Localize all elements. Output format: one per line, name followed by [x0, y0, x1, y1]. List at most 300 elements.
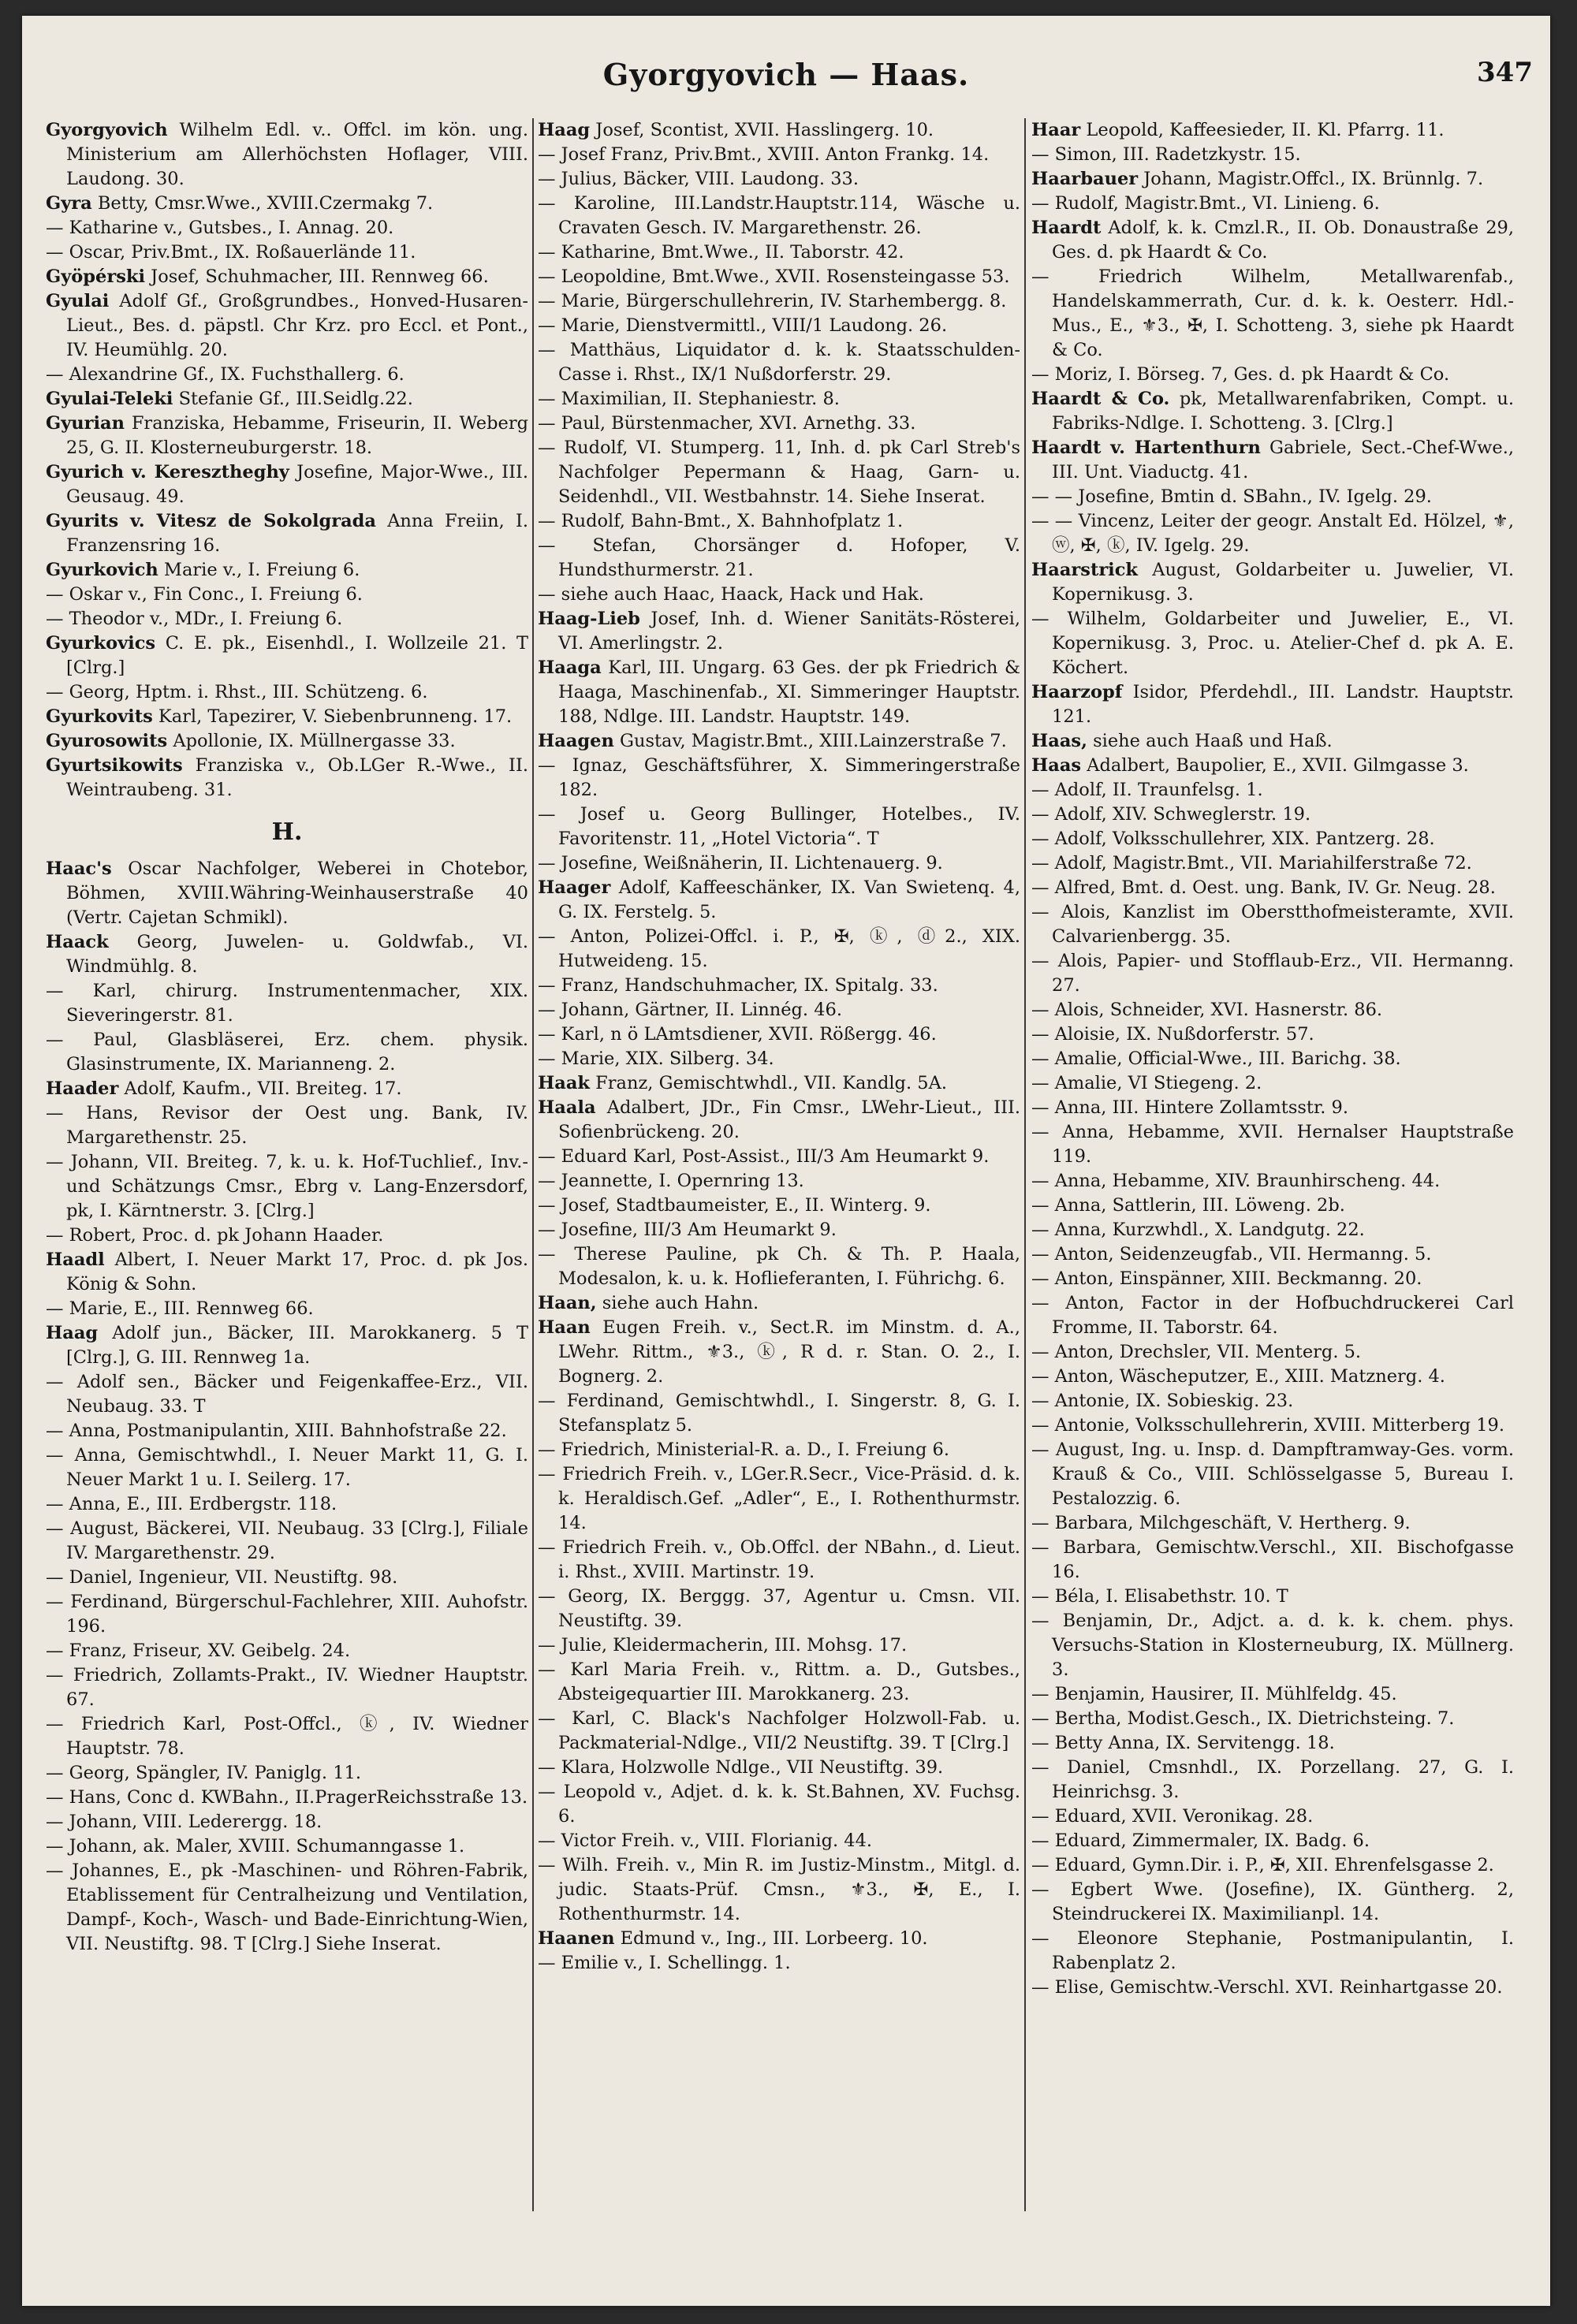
entry-text: — Johann, Gärtner, II. Linnég. 46.	[538, 1000, 842, 1020]
directory-entry	[1031, 1365, 1514, 1389]
directory-entry	[46, 583, 528, 607]
entry-text: — Eduard Karl, Post-Assist., III/3 Am Heumarkt 9.	[538, 1146, 990, 1167]
directory-entry	[1031, 729, 1514, 754]
entry-text: — Anna, E., III. Erdbergstr. 118.	[46, 1494, 337, 1514]
directory-entry	[1031, 436, 1514, 485]
entry-text: — Amalie, Official-Wwe., III. Barichg. 38.	[1031, 1048, 1401, 1069]
entry-text: — Anna, Hebamme, XIV. Braunhirscheng. 44.	[1031, 1171, 1441, 1191]
entry-surname: Haanen	[538, 1928, 615, 1949]
directory-entry	[538, 143, 1020, 167]
entry-text: — Wilh. Freih. v., Min R. im Justiz-Minstm., Mitgl. d. judic. Staats-Prüf. Cmsn., ⚜3., ✠, E., I. Rothenthurmstr. 14.	[538, 1855, 1020, 1924]
entry-text: siehe auch Haaß und Haß.	[1087, 731, 1333, 751]
directory-entry	[1031, 1853, 1514, 1878]
entry-surname: Haager	[538, 877, 611, 898]
entry-text: — siehe auch Haac, Haack, Hack und Hak.	[538, 584, 924, 605]
directory-entry	[46, 1321, 528, 1370]
directory-entry	[538, 387, 1020, 412]
entry-text: — Johann, VII. Breiteg. 7, k. u. k. Hof-Tuchlief., Inv.- und Schätzungs Cmsr., Ebrg v. Lang-Enzersdorf, pk, I. Kärntnerstr. 3. [Clrg.]	[46, 1152, 528, 1221]
entry-text: — Friedrich, Ministerial-R. a. D., I. Freiung 6.	[538, 1439, 950, 1460]
directory-entry	[46, 1370, 528, 1419]
directory-entry	[1031, 1829, 1514, 1853]
entry-surname: Haas,	[1031, 731, 1087, 751]
entry-text: — Eduard, XVII. Veronikag. 28.	[1031, 1806, 1314, 1827]
directory-entry	[1031, 876, 1514, 900]
directory-entry	[538, 1438, 1020, 1462]
entry-text: — Ignaz, Geschäftsführer, X. Simmeringerstraße 182.	[538, 755, 1020, 800]
entry-text: — Leopold v., Adjet. d. k. k. St.Bahnen, XV. Fuchsg. 6.	[538, 1782, 1020, 1827]
directory-entry	[1031, 1878, 1514, 1927]
entry-text: — Elise, Gemischtw.-Verschl. XVI. Reinhartgasse 20.	[1031, 1977, 1503, 1998]
column-divider	[532, 118, 534, 2211]
directory-entry	[538, 656, 1020, 729]
entry-text: — Alois, Kanzlist im Oberstthofmeisteramte, XVII. Calvarienbergg. 35.	[1031, 902, 1514, 947]
directory-entry	[538, 265, 1020, 289]
directory-entry	[46, 680, 528, 705]
entry-surname: Gyurkovich	[46, 560, 158, 580]
directory-entry	[538, 118, 1020, 143]
directory-entry	[1031, 1096, 1514, 1120]
directory-entry	[1031, 485, 1514, 509]
entry-text: — Franz, Friseur, XV. Geibelg. 24.	[46, 1641, 351, 1661]
entry-text: pk, Metallwarenfabriken, Compt. u. Fabriks-Ndlge. I. Schotteng. 3. [Clrg.]	[1052, 389, 1515, 434]
entry-text: — Oskar v., Fin Conc., I. Freiung 6.	[46, 584, 363, 605]
directory-entry	[1031, 1438, 1514, 1511]
directory-entry	[46, 607, 528, 631]
directory-entry	[46, 1810, 528, 1834]
entry-text: — Anna, Sattlerin, III. Löweng. 2b.	[1031, 1195, 1345, 1216]
directory-entry	[1031, 1194, 1514, 1218]
entry-text: August, Goldarbeiter u. Juwelier, VI. Kopernikusg. 3.	[1052, 560, 1514, 605]
entry-text: Gustav, Magistr.Bmt., XIII.Lainzerstraße 7.	[613, 731, 1007, 751]
entry-text: — Adolf, XIV. Schweglerstr. 19.	[1031, 804, 1311, 825]
entry-text: — Egbert Wwe. (Josefine), IX. Güntherg. 2, Steindruckerei IX. Maximilianpl. 14.	[1031, 1879, 1514, 1924]
entry-text: Adolf, Kaffeeschänker, IX. Van Swietenq. 4, G. IX. Ferstelg. 5.	[558, 877, 1020, 922]
directory-entry	[46, 1566, 528, 1590]
directory-entry	[1031, 1707, 1514, 1731]
column-divider	[1024, 118, 1026, 2211]
entry-text: — Anton, Einspänner, XIII. Beckmanng. 20.	[1031, 1268, 1422, 1289]
entry-text: Marie v., I. Freiung 6.	[158, 560, 360, 580]
directory-entry	[1031, 778, 1514, 803]
entry-text: — Barbara, Milchgeschäft, V. Hertherg. 9.	[1031, 1513, 1411, 1533]
entry-text: — Paul, Bürstenmacher, XVI. Arnethg. 33.	[538, 413, 916, 434]
directory-entry	[1031, 265, 1514, 363]
entry-text: — Hans, Revisor der Oest ung. Bank, IV. Margarethenstr. 25.	[46, 1103, 528, 1148]
directory-entry	[538, 1145, 1020, 1169]
entry-surname: Gyulai-Teleki	[46, 389, 173, 409]
directory-entry	[46, 1712, 528, 1761]
entry-text: Josef, Schuhmacher, III. Rennweg 66.	[145, 266, 489, 287]
directory-entry	[46, 754, 528, 803]
directory-entry	[46, 1761, 528, 1786]
entry-text: — Karl, n ö LAmtsdiener, XVII. Rößergg. 46.	[538, 1024, 937, 1045]
directory-entry	[1031, 1218, 1514, 1242]
directory-entry	[1031, 1682, 1514, 1707]
directory-entry	[1031, 1071, 1514, 1096]
directory-entry	[538, 1194, 1020, 1218]
entry-text: — Anton, Seidenzeugfab., VII. Hermanng. 5.	[1031, 1244, 1432, 1264]
entry-text: Gabriele, Sect.-Chef-Wwe., III. Unt. Viaductg. 41.	[1052, 438, 1514, 482]
entry-text: Franziska v., Ob.LGer R.-Wwe., II. Weintraubeng. 31.	[66, 755, 528, 800]
directory-entry	[46, 118, 528, 192]
directory-entry	[538, 412, 1020, 436]
entry-text: — Leopoldine, Bmt.Wwe., XVII. Rosensteingasse 53.	[538, 266, 1010, 287]
entry-text: — Benjamin, Hausirer, II. Mühlfeldg. 45.	[1031, 1684, 1397, 1704]
entry-text: — Georg, IX. Berggg. 37, Agentur u. Cmsn. VII. Neustiftg. 39.	[538, 1586, 1020, 1631]
entry-surname: Gyorgyovich	[46, 120, 168, 140]
directory-entry	[538, 1047, 1020, 1071]
entry-text: — Stefan, Chorsänger d. Hofoper, V. Hundsthurmerstr. 21.	[538, 535, 1020, 580]
entry-text: — Anton, Factor in der Hofbuchdruckerei Carl Fromme, II. Taborstr. 64.	[1031, 1293, 1514, 1338]
directory-entry	[46, 1834, 528, 1859]
entry-surname: Gyra	[46, 193, 92, 214]
entry-text: — Alois, Schneider, XVI. Hasnerstr. 86.	[1031, 1000, 1383, 1020]
running-title: Gyorgyovich — Haas.	[602, 57, 970, 92]
entry-text: — Johannes, E., pk -Maschinen- und Röhren-Fabrik, Etablissement für Centralheizung und Ventilation, Dampf-, Koch-, Wasch- und Bade-Einrichtung-Wien, VII. Neustiftg. 98. T [Clrg.] Siehe Inserat.	[46, 1860, 528, 1954]
entry-text: Karl, Tapezirer, V. Siebenbrunneng. 17.	[152, 706, 513, 727]
directory-entry	[538, 583, 1020, 607]
entry-text: Apollonie, IX. Müllnergasse 33.	[167, 731, 456, 751]
directory-entry	[1031, 1413, 1514, 1438]
directory-entry	[538, 1585, 1020, 1633]
entry-text: — Alois, Papier- und Stofflaub-Erz., VII. Hermanng. 27.	[1031, 951, 1514, 996]
entry-text: — Friedrich Freih. v., LGer.R.Secr., Vice-Präsid. d. k. k. Heraldisch.Gef. „Adler“, E., I. Rothenthurmstr. 14.	[538, 1464, 1020, 1533]
entry-text: — Anna, Gemischtwhdl., I. Neuer Markt 11, G. I. Neuer Markt 1 u. I. Seilerg. 17.	[46, 1445, 528, 1490]
entry-text: — August, Ing. u. Insp. d. Dampftramway-Ges. vorm. Krauß & Co., VIII. Schlösselgasse 5, Bureau I. Pestalozzig. 6.	[1031, 1439, 1514, 1509]
entry-surname: Haarzopf	[1031, 682, 1123, 702]
entry-surname: Haaga	[538, 657, 602, 678]
entry-text: — August, Bäckerei, VII. Neubaug. 33 [Clrg.], Filiale IV. Margarethenstr. 29.	[46, 1518, 528, 1563]
directory-entry	[538, 998, 1020, 1022]
entry-surname: Gyurkovics	[46, 633, 156, 654]
directory-entry	[538, 436, 1020, 509]
directory-entry	[46, 1859, 528, 1957]
directory-entry	[538, 1633, 1020, 1658]
directory-entry	[1031, 1291, 1514, 1340]
entry-text: — Wilhelm, Goldarbeiter und Juwelier, E., VI. Kopernikusg. 3, Proc. u. Atelier-Chef d. pk A. E. Köchert.	[1031, 609, 1514, 678]
directory-entry	[1031, 167, 1514, 192]
entry-text: — Friedrich Karl, Post-Offcl., ⓚ, IV. Wiedner Hauptstr. 78.	[46, 1714, 528, 1759]
entry-text: Eugen Freih. v., Sect.R. im Minstm. d. A., LWehr. Rittm., ⚜3., ⓚ, R d. r. Stan. O. 2., I. Bognerg. 2.	[558, 1317, 1020, 1387]
directory-entry	[1031, 1511, 1514, 1536]
directory-entry	[1031, 900, 1514, 949]
directory-entry	[538, 534, 1020, 583]
entry-text: Johann, Magistr.Offcl., IX. Brünnlg. 7.	[1138, 169, 1484, 189]
entry-text: — Julius, Bäcker, VIII. Laudong. 33.	[538, 169, 859, 189]
directory-entry	[538, 754, 1020, 803]
directory-entry	[538, 1462, 1020, 1536]
entry-surname: Haak	[538, 1073, 591, 1093]
page-number: 347	[1477, 57, 1533, 88]
entry-text: — Emilie v., I. Schellingg. 1.	[538, 1953, 791, 1973]
directory-entry	[1031, 1585, 1514, 1609]
entry-text: — Victor Freih. v., VIII. Florianig. 44.	[538, 1831, 873, 1851]
entry-text: — Franz, Handschuhmacher, IX. Spitalg. 33.	[538, 975, 938, 996]
directory-entry	[1031, 216, 1514, 265]
entry-surname: Haan	[538, 1317, 591, 1338]
entry-text: — Matthäus, Liquidator d. k. k. Staatsschulden-Casse i. Rhst., IX/1 Nußdorferstr. 29.	[538, 340, 1020, 385]
directory-entry	[538, 1071, 1020, 1096]
entry-text: — Alexandrine Gf., IX. Fuchsthallerg. 6.	[46, 364, 405, 385]
directory-entry	[538, 289, 1020, 314]
directory-entry	[538, 925, 1020, 974]
entry-text: — Josefine, Weißnäherin, II. Lichtenauerg. 9.	[538, 853, 943, 873]
directory-entry	[538, 1658, 1020, 1707]
directory-entry	[46, 729, 528, 754]
entry-text: — Klara, Holzwolle Ndlge., VII Neustiftg. 39.	[538, 1757, 944, 1778]
directory-entry	[46, 192, 528, 216]
directory-entry	[1031, 192, 1514, 216]
entry-text: — Johann, ak. Maler, XVIII. Schumanngasse 1.	[46, 1836, 465, 1857]
entry-surname: Haarstrick	[1031, 560, 1139, 580]
entry-text: Adalbert, Baupolier, E., XVII. Gilmgasse 3.	[1081, 755, 1469, 776]
directory-entry	[1031, 1536, 1514, 1585]
directory-entry	[1031, 387, 1514, 436]
entry-text: — Josefine, III/3 Am Heumarkt 9.	[538, 1220, 837, 1240]
directory-entry	[1031, 949, 1514, 998]
entry-text: Adolf, Kaufm., VII. Breiteg. 17.	[118, 1078, 402, 1099]
directory-entry	[46, 460, 528, 509]
directory-entry	[1031, 1242, 1514, 1267]
entry-text: — Marie, Dienstvermittl., VIII/1 Laudong. 26.	[538, 315, 948, 336]
entry-text: Anna Freiin, I. Franzensring 16.	[66, 511, 528, 556]
directory-entry	[1031, 558, 1514, 607]
directory-entry	[46, 631, 528, 680]
entry-text: — Eduard, Zimmermaler, IX. Badg. 6.	[1031, 1831, 1370, 1851]
directory-entry	[538, 1780, 1020, 1829]
entry-surname: Haader	[46, 1078, 119, 1099]
directory-entry	[538, 338, 1020, 387]
entry-text: — Daniel, Ingenieur, VII. Neustiftg. 98.	[46, 1567, 398, 1588]
entry-surname: Haag	[46, 1323, 99, 1343]
directory-entry	[538, 509, 1020, 534]
entry-text: — Eduard, Gymn.Dir. i. P., ✠, XII. Ehrenfelsgasse 2.	[1031, 1855, 1494, 1875]
directory-entry	[1031, 1169, 1514, 1194]
entry-text: — Georg, Spängler, IV. Paniglg. 11.	[46, 1763, 362, 1783]
entry-text: — Moriz, I. Börseg. 7, Ges. d. pk Haardt & Co.	[1031, 364, 1450, 385]
directory-entry	[46, 705, 528, 729]
entry-text: Franziska, Hebamme, Friseurin, II. Weberg 25, G. II. Klosterneuburgerstr. 18.	[66, 413, 528, 458]
entry-text: — Anton, Drechsler, VII. Menterg. 5.	[1031, 1342, 1362, 1362]
directory-entry	[46, 1786, 528, 1810]
entry-text: — Rudolf, Bahn-Bmt., X. Bahnhofplatz 1.	[538, 511, 904, 531]
entry-text: — Aloisie, IX. Nußdorferstr. 57.	[1031, 1024, 1314, 1045]
entry-text: — Anna, Hebamme, XVII. Hernalser Hauptstraße 119.	[1031, 1122, 1514, 1167]
directory-entry	[1031, 1756, 1514, 1804]
entry-text: siehe auch Hahn.	[596, 1293, 759, 1313]
entry-text: — Simon, III. Radetzkystr. 15.	[1031, 144, 1301, 165]
entry-text: — — Vincenz, Leiter der geogr. Anstalt Ed. Hölzel, ⚜, ⓦ, ✠, ⓚ, IV. Igelg. 29.	[1031, 511, 1514, 556]
directory-entry	[1031, 680, 1514, 729]
directory-entry	[1031, 1804, 1514, 1829]
entry-text: — Betty Anna, IX. Servitengg. 18.	[1031, 1733, 1335, 1753]
directory-entry	[538, 1829, 1020, 1853]
entry-text: Stefanie Gf., III.Seidlg.22.	[173, 389, 413, 409]
entry-text: Georg, Juwelen- u. Goldwfab., VI. Windmühlg. 8.	[66, 932, 528, 977]
page-header	[22, 57, 1550, 104]
entry-text: Leopold, Kaffeesieder, II. Kl. Pfarrg. 11.	[1080, 120, 1445, 140]
directory-entry	[538, 1707, 1020, 1756]
directory-entry	[538, 1853, 1020, 1927]
directory-entry	[46, 363, 528, 387]
directory-entry	[1031, 509, 1514, 558]
directory-entry	[46, 1223, 528, 1248]
entry-text: C. E. pk., Eisenhdl., I. Wollzeile 21. T [Clrg.]	[66, 633, 528, 678]
directory-entry	[46, 1297, 528, 1321]
entry-text: — Jeannette, I. Opernring 13.	[538, 1171, 804, 1191]
entry-text: Josef, Scontist, XVII. Hasslingerg. 10.	[590, 120, 934, 140]
entry-surname: Haardt	[1031, 218, 1102, 238]
directory-entry	[538, 607, 1020, 656]
directory-entry	[538, 240, 1020, 265]
directory-entry	[538, 1242, 1020, 1291]
directory-entry	[1031, 1609, 1514, 1682]
entry-text: — Georg, Hptm. i. Rhst., III. Schützeng. 6.	[46, 682, 428, 702]
entry-text: — Anna, Postmanipulantin, XIII. Bahnhofstraße 22.	[46, 1421, 507, 1441]
entry-surname: Haagen	[538, 731, 614, 751]
directory-entry	[1031, 1340, 1514, 1365]
entry-surname: Gyurits v. Vitesz de Sokolgrada	[46, 511, 376, 531]
directory-entry	[46, 412, 528, 460]
directory-entry	[1031, 827, 1514, 851]
entry-text: — Oscar, Priv.Bmt., IX. Roßauerlände 11.	[46, 242, 416, 263]
entry-text: — Béla, I. Elisabethstr. 10. T	[1031, 1586, 1288, 1607]
entry-text: — Alfred, Bmt. d. Oest. ung. Bank, IV. Gr. Neug. 28.	[1031, 877, 1496, 898]
directory-entry	[46, 1517, 528, 1566]
entry-text: — Anna, Kurzwhdl., X. Landgutg. 22.	[1031, 1220, 1365, 1240]
directory-entry	[538, 1927, 1020, 1951]
directory-entry	[46, 509, 528, 558]
directory-page	[22, 16, 1550, 2306]
entry-surname: Gyurian	[46, 413, 125, 434]
entry-text: — Marie, Bürgerschullehrerin, IV. Starhembergg. 8.	[538, 291, 1007, 311]
section-letter: H.	[271, 818, 303, 846]
directory-entry	[1031, 118, 1514, 143]
entry-text: — Antonie, IX. Sobieskig. 23.	[1031, 1391, 1294, 1411]
entry-text: Josef, Inh. d. Wiener Sanitäts-Rösterei, VI. Amerlingstr. 2.	[558, 609, 1020, 654]
entry-text: — Ferdinand, Gemischtwhdl., I. Singerstr. 8, G. I. Stefansplatz 5.	[538, 1391, 1020, 1436]
entry-text: Albert, I. Neuer Markt 17, Proc. d. pk Jos. König & Sohn.	[66, 1250, 528, 1294]
entry-text: — Karl Maria Freih. v., Rittm. a. D., Gutsbes., Absteigequartier III. Marokkanerg. 23.	[538, 1659, 1020, 1704]
entry-text: — Barbara, Gemischtw.Verschl., XII. Bischofgasse 16.	[1031, 1537, 1514, 1582]
directory-entry	[538, 1096, 1020, 1145]
entry-text: — Daniel, Cmsnhdl., IX. Porzellang. 27, G. I. Heinrichsg. 3.	[1031, 1757, 1514, 1802]
directory-entry	[46, 857, 528, 930]
entry-text: — Hans, Conc d. KWBahn., II.PragerReichsstraße 13.	[46, 1787, 528, 1808]
directory-entry	[538, 1022, 1020, 1047]
entry-text: Franz, Gemischtwhdl., VII. Kandlg. 5A.	[590, 1073, 947, 1093]
directory-entry	[538, 1218, 1020, 1242]
directory-entry	[46, 240, 528, 265]
entry-text: — Eleonore Stephanie, Postmanipulantin, I. Rabenplatz 2.	[1031, 1928, 1514, 1973]
entry-text: — Adolf, Volksschullehrer, XIX. Pantzerg. 28.	[1031, 829, 1435, 849]
entry-text: Oscar Nachfolger, Weberei in Chotebor, Böhmen, XVIII.Währing-Weinhauserstraße 40 (Vertr. Cajetan Schmikl).	[66, 858, 528, 928]
directory-entry	[46, 289, 528, 363]
directory-entry	[46, 1663, 528, 1712]
entry-surname: Haag	[538, 120, 591, 140]
entry-text: Wilhelm Edl. v.. Offcl. im kön. ung. Ministerium am Allerhöchsten Hoflager, VIII. Laudong. 30.	[66, 120, 528, 189]
entry-surname: Haardt & Co.	[1031, 389, 1170, 409]
directory-entry	[538, 803, 1020, 851]
directory-entry	[538, 1536, 1020, 1585]
entry-text: — Marie, XIX. Silberg. 34.	[538, 1048, 774, 1069]
directory-entry	[1031, 1267, 1514, 1291]
entry-text: — Amalie, VI Stiegeng. 2.	[1031, 1073, 1262, 1093]
directory-entry	[46, 216, 528, 240]
directory-entry	[538, 1291, 1020, 1316]
entry-text: Betty, Cmsr.Wwe., XVIII.Czermakg 7.	[91, 193, 434, 214]
entry-text: — Antonie, Volksschullehrerin, XVIII. Mitterberg 19.	[1031, 1415, 1504, 1436]
directory-entry	[538, 974, 1020, 998]
entry-surname: Gyurkovits	[46, 706, 153, 727]
entry-surname: Gyulai	[46, 291, 110, 311]
entry-text: — Friedrich, Zollamts-Prakt., IV. Wiedner Hauptstr. 67.	[46, 1665, 528, 1710]
directory-entry	[1031, 363, 1514, 387]
entry-text: Adolf Gf., Großgrundbes., Honved-Husaren-Lieut., Bes. d. päpstl. Chr Krz. pro Eccl. et Pont., IV. Heumühlg. 20.	[66, 291, 528, 360]
directory-entry	[538, 314, 1020, 338]
entry-text: — Marie, E., III. Rennweg 66.	[46, 1298, 314, 1319]
entry-text: — Josef Franz, Priv.Bmt., XVIII. Anton Frankg. 14.	[538, 144, 990, 165]
entry-surname: Haarbauer	[1031, 169, 1139, 189]
directory-entry	[1031, 1927, 1514, 1976]
entry-surname: Gyurich v. Keresztheghy	[46, 462, 289, 482]
entry-text: — Friedrich Wilhelm, Metallwarenfab., Handelskammerrath, Cur. d. k. k. Oesterr. Hdl.-Mus., E., ⚜3., ✠, I. Schotteng. 3, siehe pk Haardt & Co.	[1031, 266, 1514, 360]
directory-entry	[1031, 143, 1514, 167]
entry-text: — Rudolf, Magistr.Bmt., VI. Linieng. 6.	[1031, 193, 1380, 214]
directory-entry	[46, 1150, 528, 1223]
directory-entry	[46, 1492, 528, 1517]
entry-text: Josefine, Major-Wwe., III. Geusaug. 49.	[66, 462, 528, 507]
directory-entry	[46, 558, 528, 583]
entry-text: Edmund v., Ing., III. Lorbeerg. 10.	[614, 1928, 928, 1949]
entry-text: — Josef, Stadtbaumeister, E., II. Winterg. 9.	[538, 1195, 931, 1216]
directory-entry	[1031, 803, 1514, 827]
entry-text: — Maximilian, II. Stephaniestr. 8.	[538, 389, 840, 409]
directory-entry	[538, 192, 1020, 240]
entry-text: — Josef u. Georg Bullinger, Hotelbes., IV. Favoritenstr. 11, „Hotel Victoria“. T	[538, 804, 1020, 849]
directory-entry	[1031, 851, 1514, 876]
directory-entry	[46, 930, 528, 979]
directory-entry	[538, 851, 1020, 876]
directory-entry	[46, 387, 528, 412]
entry-text: — Robert, Proc. d. pk Johann Haader.	[46, 1225, 384, 1246]
directory-entry	[1031, 998, 1514, 1022]
directory-entry	[46, 265, 528, 289]
entry-text: — Friedrich Freih. v., Ob.Offcl. der NBahn., d. Lieut. i. Rhst., XVIII. Martinstr. 19.	[538, 1537, 1020, 1582]
entry-surname: Gyurosowits	[46, 731, 168, 751]
directory-entry	[538, 167, 1020, 192]
directory-entry	[46, 1028, 528, 1077]
entry-text: — Theodor v., MDr., I. Freiung 6.	[46, 609, 343, 629]
directory-entry	[46, 1419, 528, 1443]
directory-entry	[538, 1756, 1020, 1780]
entry-text: — Therese Pauline, pk Ch. & Th. P. Haala, Modesalon, k. u. k. Hoflieferanten, I. Führichg. 6.	[538, 1244, 1020, 1289]
entry-text: — Karl, C. Black's Nachfolger Holzwoll-Fab. u. Packmaterial-Ndlge., VII/2 Neustiftg. 39. T [Clrg.]	[538, 1708, 1020, 1753]
column-3	[1031, 118, 1514, 2000]
directory-entry	[46, 1590, 528, 1639]
directory-entry	[538, 1169, 1020, 1194]
directory-entry	[1031, 754, 1514, 778]
entry-surname: Haas	[1031, 755, 1082, 776]
entry-text: — Paul, Glasbläserei, Erz. chem. physik. Glasinstrumente, IX. Marianneng. 2.	[46, 1030, 528, 1074]
directory-entry	[538, 876, 1020, 925]
entry-text: Adolf jun., Bäcker, III. Marokkanerg. 5 T [Clrg.], G. III. Rennweg 1a.	[66, 1323, 528, 1368]
directory-entry	[46, 1248, 528, 1297]
entry-text: — — Josefine, Bmtin d. SBahn., IV. Igelg. 29.	[1031, 486, 1432, 507]
directory-entry	[1031, 1731, 1514, 1756]
entry-text: — Anton, Wäscheputzer, E., XIII. Matznerg. 4.	[1031, 1366, 1445, 1387]
directory-entry	[46, 1443, 528, 1492]
